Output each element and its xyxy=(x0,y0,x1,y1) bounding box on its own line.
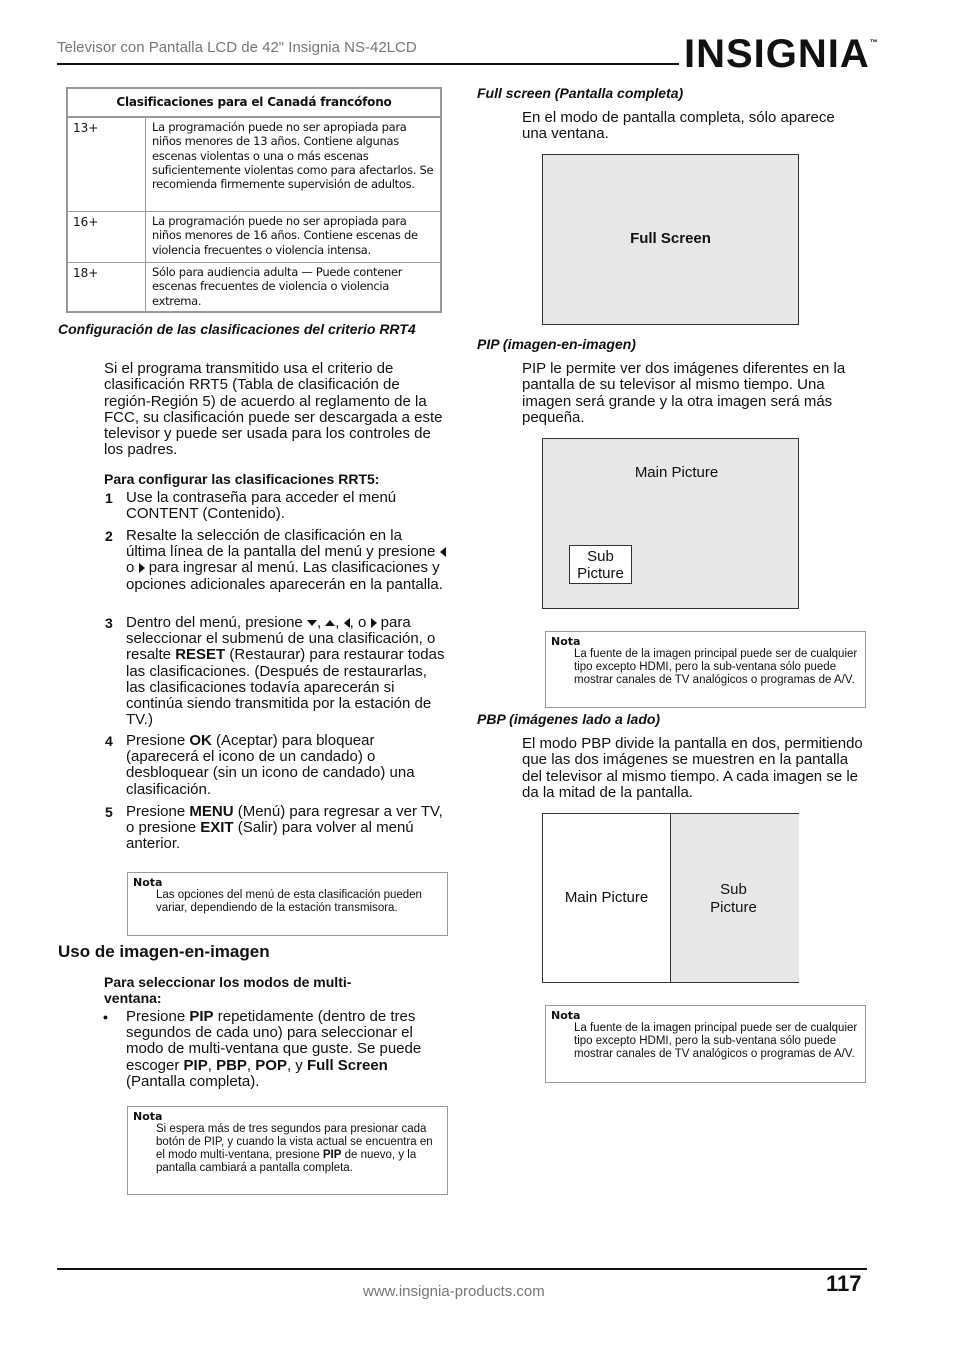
step-1: 1 Use la contraseña para acceder el menú CONTENT (Contenido). xyxy=(105,489,397,523)
right-arrow-icon xyxy=(139,563,145,573)
full-screen-body: En el modo de pantalla completa, sólo aparece una ventana. xyxy=(522,109,835,143)
pbp-body: El modo PBP divide la pantalla en dos, permitiendo que las dos imágenes se muestren en la pantalla del televisor al mismo tiempo. A cada imagen se le da la mitad de la pantalla. xyxy=(522,735,863,801)
multiwindow-bullet: • Presione PIP repetidamente (dentro de tres segundos de cada uno) para seleccionar el modo de multi-ventana que guste. Se puede escoger PIP, PBP, POP, y Full Screen (Pantalla completa). xyxy=(103,1008,422,1090)
step-2: 2 Resalte la selección de clasificación en la última línea de la pantalla del menú y presione o para ingresar al menú. Las clasificaciones y opciones adicionales aparecerán en la pantalla. xyxy=(126,528,446,593)
note-title: Nota xyxy=(133,876,163,889)
rrt4-heading: Configuración de las clasificaciones del criterio RRT4 xyxy=(58,321,416,337)
insignia-logo: INSIGNIA™ xyxy=(684,32,879,76)
note-body: Las opciones del menú de esta clasificación pueden variar, dependiendo de la estación transmisora. xyxy=(156,889,422,914)
header-rule xyxy=(57,63,679,65)
pip-usage-heading: Uso de imagen-en-imagen xyxy=(58,942,270,961)
step-4: 4 Presione OK (Aceptar) para bloquear (aparecerá el icono de un candado) o desbloquear (sin un icono de candado) una clasificación. xyxy=(105,732,415,798)
note-body: Si espera más de tres segundos para presionar cada botón de PIP, y cuando la vista actual se encuentra en el modo multi-ventana, presione PIP de nuevo, y la pantalla cambiará a pantalla completa. xyxy=(156,1123,433,1174)
note-body: La fuente de la imagen principal puede ser de cualquier tipo excepto HDMI, pero la sub-ventana sólo puede mostrar canales de TV analógicos o programas de A/V. xyxy=(574,648,858,686)
pip-diagram xyxy=(542,438,799,609)
pip-heading: PIP (imagen-en-imagen) xyxy=(477,336,636,352)
main-picture-label: Main Picture xyxy=(634,464,719,481)
rating-description: Sólo para audiencia adulta — Puede contener escenas frecuentes de violencia o violencia extrema. xyxy=(152,265,403,308)
note-title: Nota xyxy=(551,635,581,648)
table-title: Clasificaciones para el Canadá francófono xyxy=(68,89,440,118)
rating-cell: 13+ xyxy=(68,118,146,211)
rrt4-note xyxy=(127,872,448,936)
footer-rule xyxy=(57,1268,867,1270)
up-arrow-icon xyxy=(325,620,335,626)
rating-description: La programación puede no ser apropiada para niños menores de 16 años. Contiene escenas de violencia frecuentes o violencia intensa. xyxy=(152,214,418,257)
note-title: Nota xyxy=(551,1009,581,1022)
sub-picture-label: Sub Picture xyxy=(710,881,757,916)
rating-cell: 18+ xyxy=(68,263,146,311)
rrt4-body: Si el programa transmitido usa el criterio de clasificación RRT5 (Tabla de clasificación de región-Región 5) de acuerdo al reglamento de la FCC, su clasificación puede ser descargada a este televisor y puede ser usada para los controles de los padres. xyxy=(104,360,443,459)
pbp-heading: PBP (imágenes lado a lado) xyxy=(477,711,661,727)
note-title: Nota xyxy=(133,1110,163,1123)
full-screen-label: Full Screen xyxy=(630,230,711,247)
left-arrow-icon xyxy=(440,547,446,557)
rating-cell: 16+ xyxy=(68,212,146,262)
step-5: 5 Presione MENU (Menú) para regresar a ver TV, o presione EXIT (Salir) para volver al menú anterior. xyxy=(105,803,443,853)
document-header-title: Televisor con Pantalla LCD de 42" Insignia NS-42LCD xyxy=(57,39,417,56)
sub-picture-window: Sub Picture xyxy=(569,545,632,584)
main-picture-label: Main Picture xyxy=(564,889,649,906)
pbp-note xyxy=(545,1005,866,1083)
multiwindow-label: Para seleccionar los modos de multi-ventana: xyxy=(104,974,352,1006)
full-screen-diagram xyxy=(542,154,799,325)
full-screen-heading: Full screen (Pantalla completa) xyxy=(477,85,684,101)
pip-note xyxy=(545,631,866,708)
pip-body: PIP le permite ver dos imágenes diferentes en la pantalla de su televisor al mismo tiempo. Una imagen será grande y la otra imagen será más pequeña. xyxy=(522,360,846,426)
ratings-table xyxy=(66,87,442,313)
footer-url: www.insignia-products.com xyxy=(363,1283,545,1300)
note-body: La fuente de la imagen principal puede ser de cualquier tipo excepto HDMI, pero la sub-ventana sólo puede mostrar canales de TV analógicos o programas de A/V. xyxy=(574,1022,858,1060)
step-3: 3 Dentro del menú, presione , , , o para seleccionar el submenú de una clasificación, o resalte RESET (Restaurar) para restaurar todas las clasificaciones. (Después de restaurarlas, las clasificaciones todavía aparecerán si continúa siendo transmitida por la estación de TV.) xyxy=(105,614,445,729)
rating-description: La programación puede no ser apropiada para niños menores de 13 años. Contiene algunas escenas violentas o una o más escenas suficientemente violentas como para afectarlos. Se recomienda firmemente supervisión de adultos. xyxy=(152,120,434,192)
page-number: 117 xyxy=(826,1271,862,1296)
table-row xyxy=(68,263,440,311)
down-arrow-icon xyxy=(307,620,317,626)
pbp-diagram xyxy=(542,813,799,983)
right-arrow-icon xyxy=(371,618,377,628)
table-row xyxy=(68,118,440,212)
pip-usage-note xyxy=(127,1106,448,1195)
rrt5-steps-label: Para configurar las clasificaciones RRT5: xyxy=(104,471,380,487)
table-row xyxy=(68,212,440,263)
